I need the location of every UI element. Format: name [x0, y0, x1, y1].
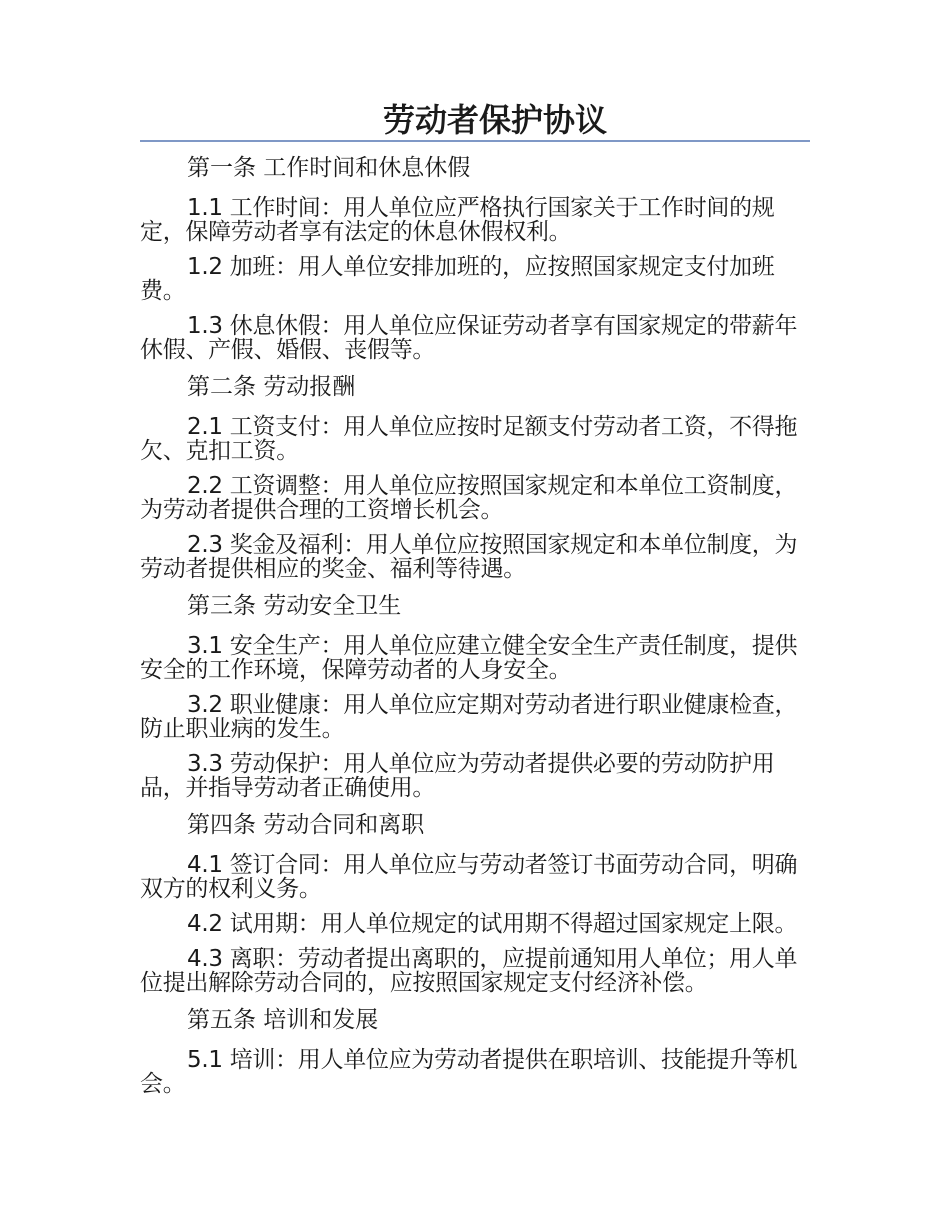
clause: 3.3 劳动保护：用人单位应为劳动者提供必要的劳动防护用品，并指导劳动者正确使用。 — [140, 751, 775, 801]
clause: 3.1 安全生产：用人单位应建立健全安全生产责任制度，提供安全的工作环境，保障劳动者的人身安全。 — [140, 633, 798, 683]
section-heading: 第一条 工作时间和休息休假 — [187, 155, 471, 181]
document-page — [140, 100, 810, 1107]
clause: 1.2 加班：用人单位安排加班的，应按照国家规定支付加班费。 — [140, 254, 775, 304]
section-heading: 第五条 培训和发展 — [187, 1007, 379, 1033]
document-body — [140, 154, 810, 1096]
clause: 5.1 培训：用人单位应为劳动者提供在职培训、技能提升等机会。 — [140, 1047, 798, 1097]
clause: 2.2 工资调整：用人单位应按照国家规定和本单位工资制度，为劳动者提供合理的工资增长机会。 — [140, 473, 798, 523]
clause: 1.1 工作时间：用人单位应严格执行国家关于工作时间的规定，保障劳动者享有法定的休息休假权利。 — [140, 195, 775, 245]
section-heading: 第三条 劳动安全卫生 — [187, 593, 402, 619]
clause: 1.3 休息休假：用人单位应保证劳动者享有国家规定的带薪年休假、产假、婚假、丧假等。 — [140, 313, 798, 363]
clause: 3.2 职业健康：用人单位应定期对劳动者进行职业健康检查，防止职业病的发生。 — [140, 692, 798, 742]
section-heading: 第二条 劳动报酬 — [187, 374, 356, 400]
clause: 2.1 工资支付：用人单位应按时足额支付劳动者工资，不得拖欠、克扣工资。 — [140, 414, 798, 464]
clause: 4.2 试用期：用人单位规定的试用期不得超过国家规定上限。 — [187, 911, 798, 937]
clause: 4.1 签订合同：用人单位应与劳动者签订书面劳动合同，明确双方的权利义务。 — [140, 852, 798, 902]
title-underline — [140, 140, 810, 142]
clause: 2.3 奖金及福利：用人单位应按照国家规定和本单位制度，为劳动者提供相应的奖金、福利等待遇。 — [140, 532, 798, 582]
section-heading: 第四条 劳动合同和离职 — [187, 812, 425, 838]
clause: 4.3 离职：劳动者提出离职的，应提前通知用人单位；用人单位提出解除劳动合同的，应按照国家规定支付经济补偿。 — [140, 946, 798, 996]
document-title: 劳动者保护协议 — [382, 101, 607, 139]
